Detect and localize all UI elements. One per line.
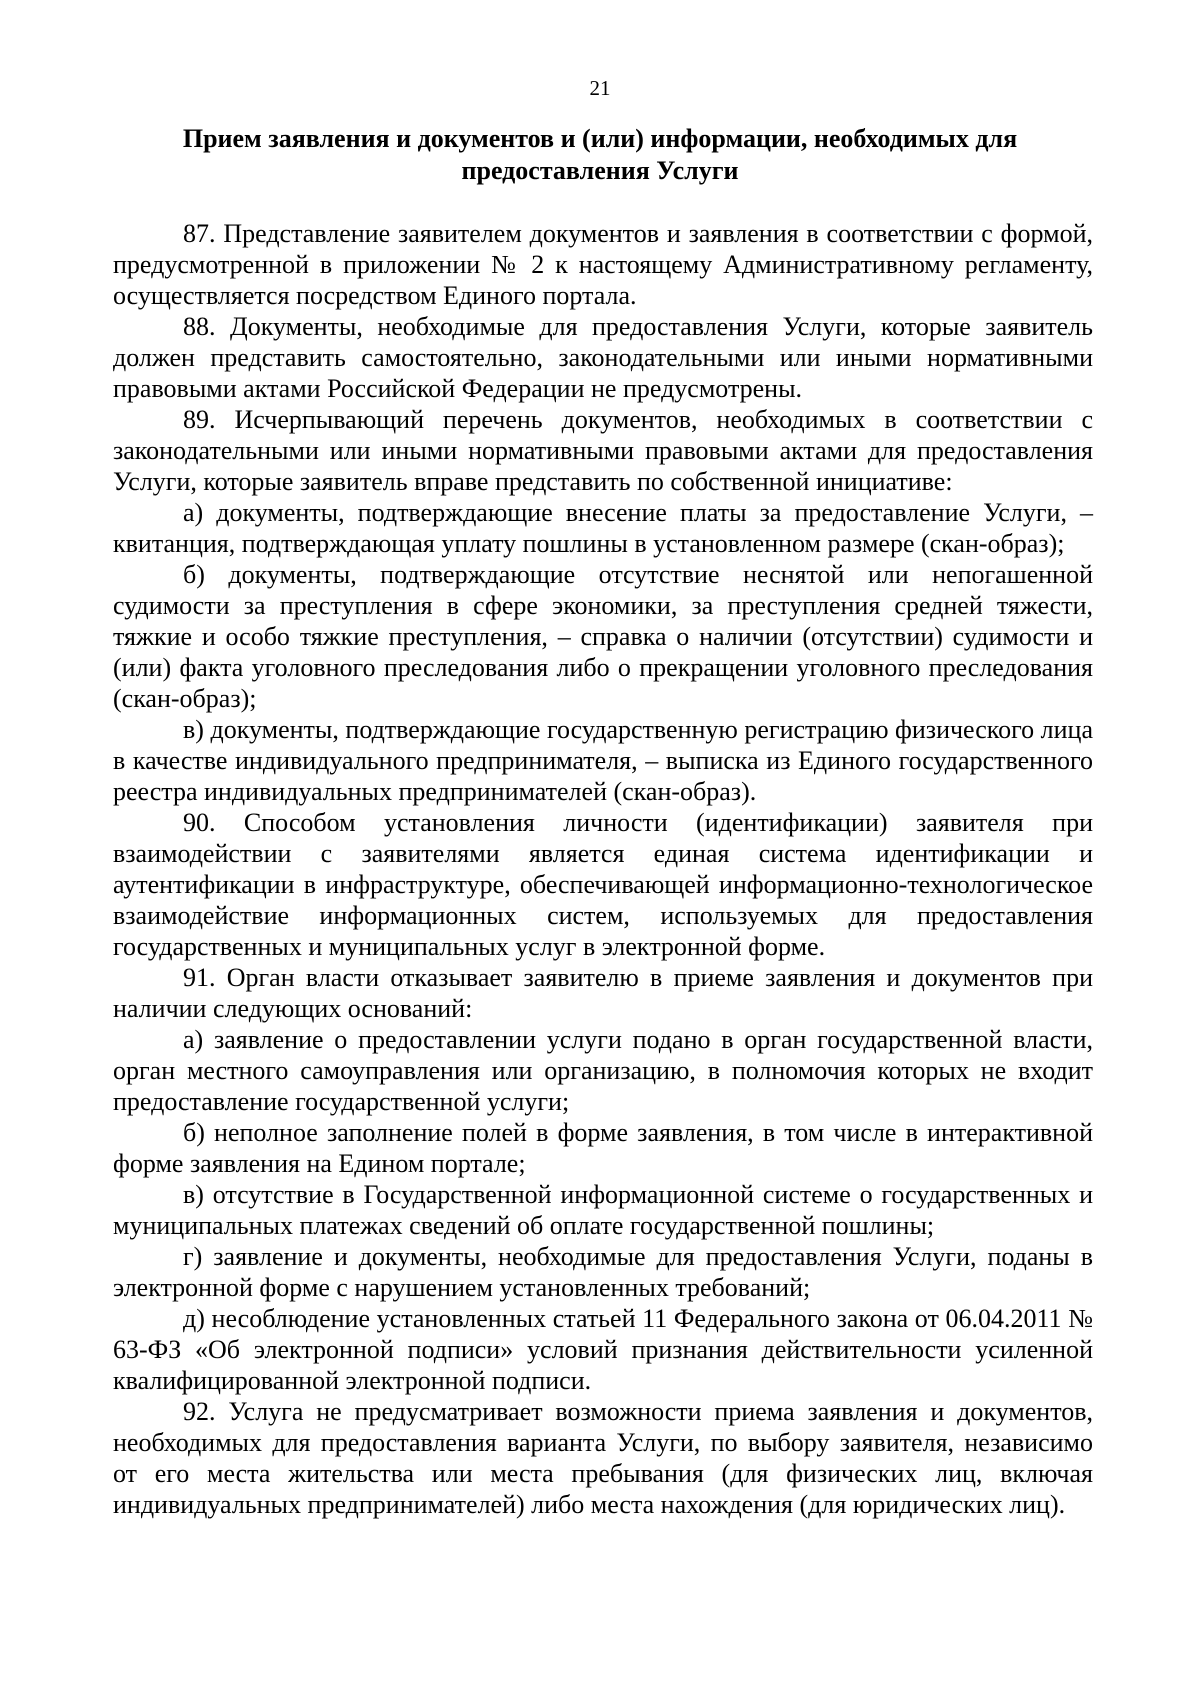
- paragraph-88: 88. Документы, необходимые для предоставления Услуги, которые заявитель должен представить самостоятельно, законодательными или иными нормативными правовыми актами Российской Федерации не предусмотрены.: [113, 312, 1093, 403]
- section-title: [150, 123, 1050, 187]
- paragraph-91-item-a: а) заявление о предоставлении услуги подано в орган государственной власти, орган местного самоуправления или организацию, в полномочия которых не входит предоставление государственной услуги;: [113, 1025, 1093, 1116]
- paragraph-87: 87. Представление заявителем документов и заявления в соответствии с формой, предусмотренной в приложении № 2 к настоящему Административному регламенту, осуществляется посредством Единого портала.: [113, 219, 1093, 310]
- section-title-line-2: предоставления Услуги: [461, 156, 739, 185]
- paragraph-89-item-a: а) документы, подтверждающие внесение платы за предоставление Услуги, – квитанция, подтверждающая уплату пошлины в установленном размере (скан-образ);: [113, 498, 1093, 558]
- paragraph-91: 91. Орган власти отказывает заявителю в приеме заявления и документов при наличии следующих оснований:: [113, 963, 1093, 1023]
- paragraph-92: 92. Услуга не предусматривает возможности приема заявления и документов, необходимых для предоставления варианта Услуги, по выбору заявителя, независимо от его места жительства или места пребывания (для физических лиц, включая индивидуальных предпринимателей) либо места нахождения (для юридических лиц).: [113, 1397, 1093, 1519]
- paragraph-89: 89. Исчерпывающий перечень документов, необходимых в соответствии с законодательными или иными нормативными правовыми актами для предоставления Услуги, которые заявитель вправе представить по собственной инициативе:: [113, 405, 1093, 496]
- document-body: [113, 218, 1093, 1520]
- paragraph-90: 90. Способом установления личности (идентификации) заявителя при взаимодействии с заявителями является единая система идентификации и аутентификации в инфраструктуре, обеспечивающей информационно-технологическое взаимодействие информационных систем, используемых для предоставления государственных и муниципальных услуг в электронной форме.: [113, 808, 1093, 961]
- page-number: 21: [589, 76, 611, 100]
- paragraph-91-item-d: д) несоблюдение установленных статьей 11 Федерального закона от 06.04.2011 № 63-ФЗ «Об электронной подписи» условий признания действительности усиленной квалифицированной электронной подписи.: [113, 1304, 1093, 1395]
- paragraph-91-item-b: б) неполное заполнение полей в форме заявления, в том числе в интерактивной форме заявления на Едином портале;: [113, 1118, 1093, 1178]
- section-title-line-1: Прием заявления и документов и (или) информации, необходимых для: [182, 124, 1018, 153]
- paragraph-89-item-b: б) документы, подтверждающие отсутствие неснятой или непогашенной судимости за преступления в сфере экономики, за преступления средней тяжести, тяжкие и особо тяжкие преступления, – справка о наличии (отсутствии) судимости и (или) факта уголовного преследования либо о прекращении уголовного преследования (скан-образ);: [113, 560, 1093, 713]
- paragraph-89-item-v: в) документы, подтверждающие государственную регистрацию физического лица в качестве индивидуального предпринимателя, – выписка из Единого государственного реестра индивидуальных предпринимателей (скан-образ).: [113, 715, 1093, 806]
- paragraph-91-item-v: в) отсутствие в Государственной информационной системе о государственных и муниципальных платежах сведений об оплате государственной пошлины;: [113, 1180, 1093, 1240]
- paragraph-91-item-g: г) заявление и документы, необходимые для предоставления Услуги, поданы в электронной форме с нарушением установленных требований;: [113, 1242, 1093, 1302]
